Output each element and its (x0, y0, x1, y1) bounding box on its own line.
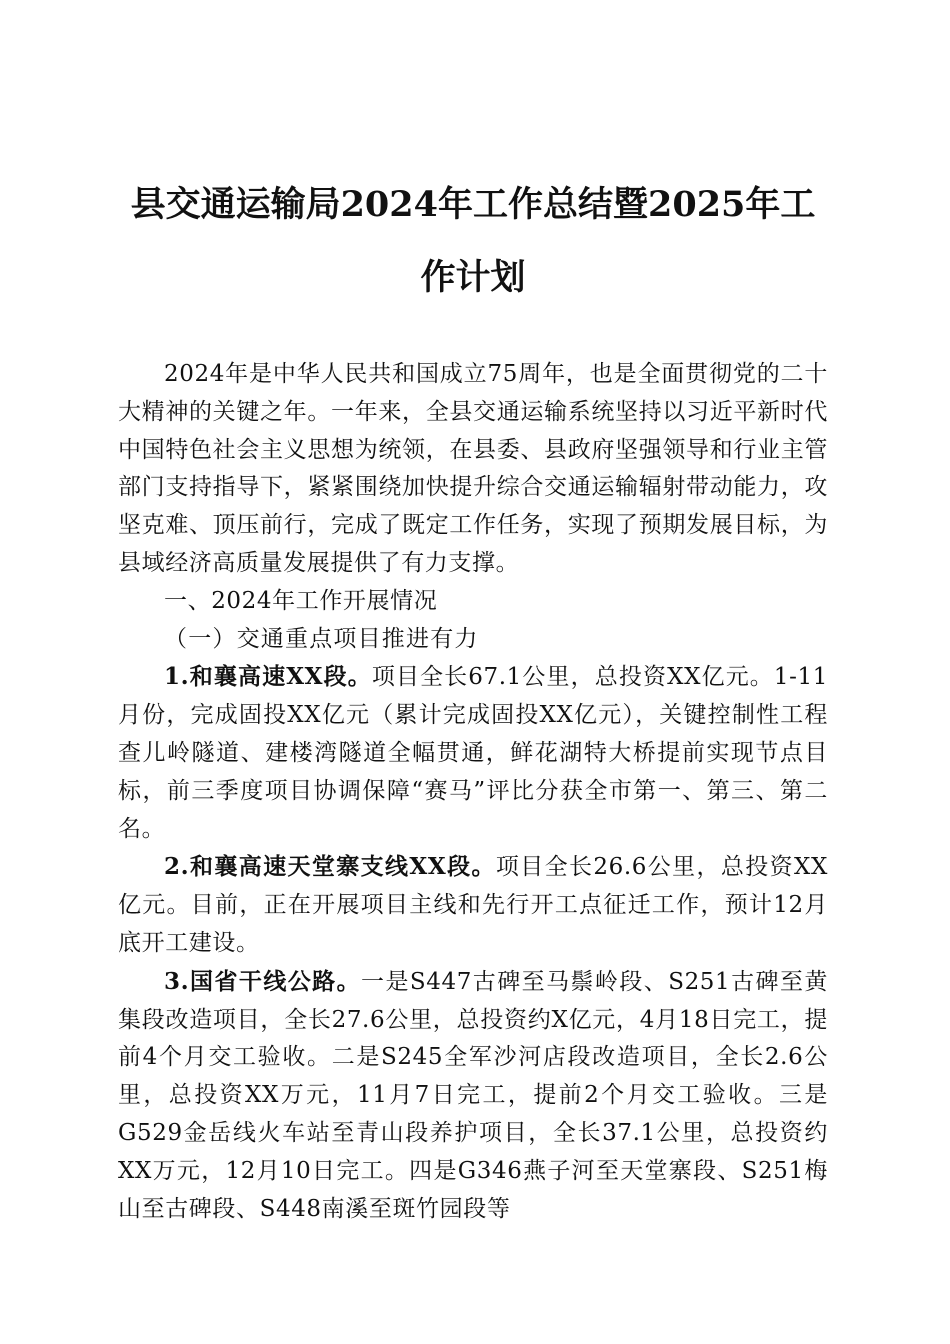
item-text: 一是S447古碑至马鬃岭段、S251古碑至黄集段改造项目，全长27.6公里，总投资约X亿元，4月18日完工，提前4个月交工验收。二是S245全军沙河店段改造项目，全长2.6公里，总投资XX万元，11月7日完工，提前2个月交工验收。三是G529金岳线火车站至青山段养护项目，全长37.1公里，总投资约XX万元，12月10日完工。四是G346燕子河至天堂寨段、S251梅山至古碑段、S448南溪至斑竹园段等 (118, 968, 828, 1222)
document-body (118, 356, 828, 1228)
item-text: 项目全长26.6公里，总投资XX亿元。目前，正在开展项目主线和先行开工点征迁工作，预计12月底开工建设。 (118, 854, 829, 956)
item-paragraph (118, 658, 828, 848)
section-heading: 一、2024年工作开展情况 (164, 587, 438, 614)
item-text: 项目全长67.1公里，总投资XX亿元。1-11月份，完成固投XX亿元（累计完成固投XX亿元），关键控制性工程查儿岭隧道、建楼湾隧道全幅贯通，鲜花湖特大桥提前实现节点目标，前三季度项目协调保障“赛马”评比分获全市第一、第三、第二名。 (118, 664, 828, 842)
intro-paragraph: 2024年是中华人民共和国成立75周年，也是全面贯彻党的二十大精神的关键之年。一年来，全县交通运输系统坚持以习近平新时代中国特色社会主义思想为统领，在县委、县政府坚强领导和行业主管部门支持指导下，紧紧围绕加快提升综合交通运输辐射带动能力，攻坚克难、顶压前行，完成了既定工作任务，实现了预期发展目标，为县域经济高质量发展提供了有力支撑。 (118, 361, 828, 576)
item-lead: 1.和襄高速XX段。 (164, 663, 372, 691)
document-page (118, 0, 828, 1228)
item-lead: 3.国省干线公路。 (164, 967, 362, 995)
document-title: 县交通运输局2024年工作总结暨2025年工作计划 (130, 184, 816, 298)
item-paragraph (118, 963, 828, 1229)
subsection-heading: （一）交通重点项目推进有力 (164, 625, 479, 652)
item-paragraph (118, 848, 828, 962)
item-lead: 2.和襄高速天堂寨支线XX段。 (164, 853, 496, 881)
